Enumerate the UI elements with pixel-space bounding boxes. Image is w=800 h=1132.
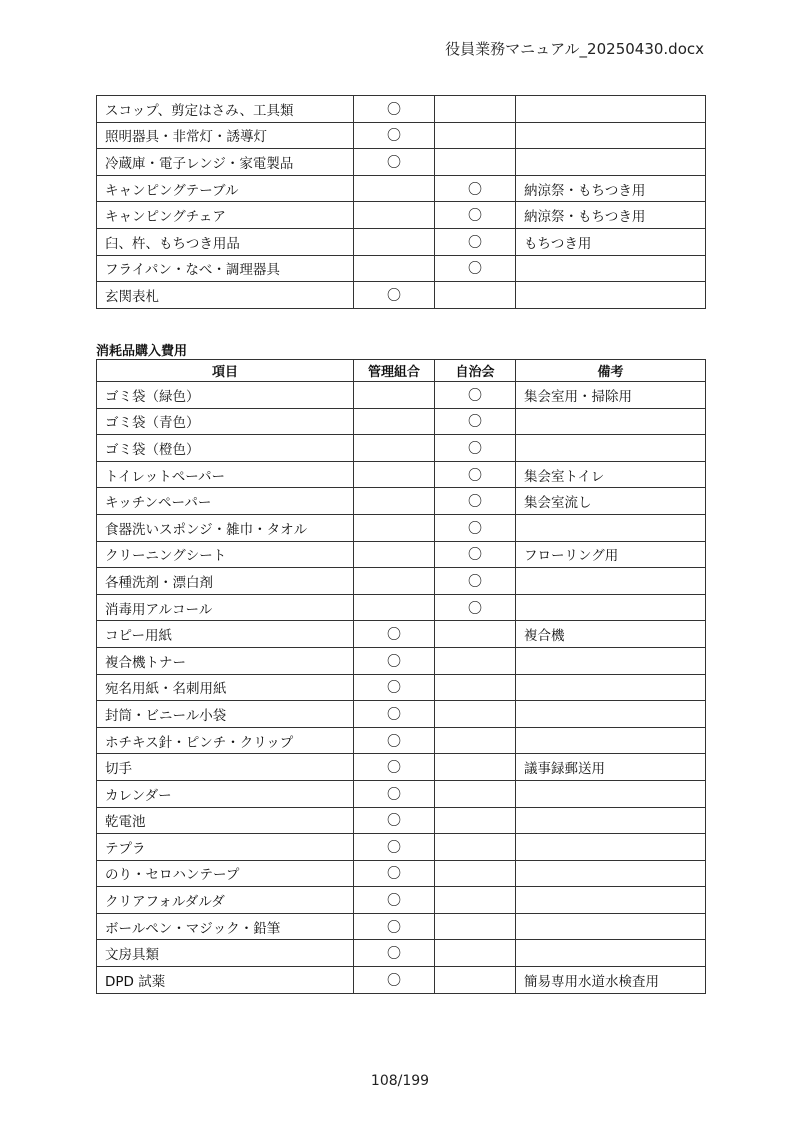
cell-kanri-mark [354,382,435,409]
cell-item: ゴミ袋（橙色） [97,435,354,462]
cell-jichi-mark [435,122,516,149]
cell-note: フローリング用 [516,541,706,568]
cell-note [516,701,706,728]
table-row [97,887,706,914]
cell-jichi-mark [435,727,516,754]
cell-jichi-mark: 〇 [435,541,516,568]
table-row [97,807,706,834]
cell-kanri-mark [354,461,435,488]
cell-item: カレンダー [97,780,354,807]
cell-jichi-mark: 〇 [435,594,516,621]
table-row [97,541,706,568]
cell-kanri-mark [354,228,435,255]
cell-note [516,727,706,754]
page-number: 108/199 [370,1073,430,1089]
cell-note [516,514,706,541]
cell-item: 切手 [97,754,354,781]
consumables-table [96,359,706,994]
table-row [97,175,706,202]
cell-kanri-mark: 〇 [354,674,435,701]
cell-note [516,408,706,435]
cell-note [516,255,706,282]
cell-jichi-mark: 〇 [435,382,516,409]
cell-item: 冷蔵庫・電子レンジ・家電製品 [97,149,354,176]
cell-jichi-mark [435,674,516,701]
cell-jichi-mark [435,967,516,994]
cell-item: ゴミ袋（緑色） [97,382,354,409]
cell-note [516,282,706,309]
cell-jichi-mark: 〇 [435,175,516,202]
cell-note [516,780,706,807]
cell-kanri-mark [354,541,435,568]
cell-item: 照明器具・非常灯・誘導灯 [97,122,354,149]
cell-item: クリーニングシート [97,541,354,568]
cell-item: 乾電池 [97,807,354,834]
table-row [97,96,706,123]
cell-item: DPD 試薬 [97,967,354,994]
cell-item: 臼、杵、もちつき用品 [97,228,354,255]
cell-kanri-mark: 〇 [354,282,435,309]
cell-note: 集会室用・掃除用 [516,382,706,409]
cell-note: 納涼祭・もちつき用 [516,202,706,229]
section-title: 消耗品購入費用 [96,344,188,359]
cell-jichi-mark [435,149,516,176]
header-note: 備考 [516,360,706,382]
cell-item: トイレットペーパー [97,461,354,488]
cell-kanri-mark [354,202,435,229]
cell-note [516,435,706,462]
cell-kanri-mark [354,408,435,435]
cell-kanri-mark: 〇 [354,96,435,123]
table-row [97,228,706,255]
cell-kanri-mark: 〇 [354,122,435,149]
cell-note: もちつき用 [516,228,706,255]
cell-item: のり・セロハンテープ [97,860,354,887]
cell-kanri-mark: 〇 [354,834,435,861]
cell-note: 集会室トイレ [516,461,706,488]
document-filename: 役員業務マニュアル_20250430.docx [445,40,704,58]
cell-jichi-mark [435,834,516,861]
cell-item: クリアフォルダルダ [97,887,354,914]
cell-jichi-mark: 〇 [435,202,516,229]
table-row [97,408,706,435]
cell-note [516,96,706,123]
cell-note [516,674,706,701]
cell-item: 複合機トナー [97,647,354,674]
table-row [97,727,706,754]
cell-item: ゴミ袋（青色） [97,408,354,435]
cell-note [516,940,706,967]
cell-jichi-mark [435,701,516,728]
table-row [97,780,706,807]
table-row [97,701,706,728]
cell-kanri-mark: 〇 [354,621,435,648]
cell-note [516,807,706,834]
cell-jichi-mark: 〇 [435,408,516,435]
table-row [97,940,706,967]
cell-item: コピー用紙 [97,621,354,648]
table-row [97,568,706,595]
table-row [97,913,706,940]
table-row [97,382,706,409]
table-row [97,621,706,648]
cell-note [516,834,706,861]
cell-kanri-mark: 〇 [354,727,435,754]
table-header-row [97,360,706,382]
table-row [97,255,706,282]
cell-item: フライパン・なべ・調理器具 [97,255,354,282]
cell-jichi-mark [435,940,516,967]
cell-note: 納涼祭・もちつき用 [516,175,706,202]
cell-item: 食器洗いスポンジ・雑巾・タオル [97,514,354,541]
cell-kanri-mark: 〇 [354,754,435,781]
table-row [97,674,706,701]
cell-jichi-mark [435,860,516,887]
cell-kanri-mark: 〇 [354,647,435,674]
table-row [97,461,706,488]
cell-kanri-mark [354,488,435,515]
cell-item: 玄関表札 [97,282,354,309]
cell-item: ホチキス針・ピンチ・クリップ [97,727,354,754]
cell-kanri-mark: 〇 [354,807,435,834]
cell-jichi-mark: 〇 [435,514,516,541]
cell-note [516,594,706,621]
cell-kanri-mark: 〇 [354,780,435,807]
cell-jichi-mark [435,807,516,834]
table-row [97,754,706,781]
cell-jichi-mark [435,647,516,674]
table-row [97,202,706,229]
cell-kanri-mark: 〇 [354,149,435,176]
cell-item: キャンピングチェア [97,202,354,229]
cell-item: ボールペン・マジック・鉛筆 [97,913,354,940]
table-row [97,647,706,674]
cell-kanri-mark: 〇 [354,701,435,728]
cell-item: 封筒・ビニール小袋 [97,701,354,728]
cell-item: 文房具類 [97,940,354,967]
table-row [97,594,706,621]
cell-kanri-mark [354,568,435,595]
cell-jichi-mark: 〇 [435,255,516,282]
cell-jichi-mark: 〇 [435,461,516,488]
cell-note: 複合機 [516,621,706,648]
cell-note [516,568,706,595]
table-row [97,860,706,887]
table-row [97,514,706,541]
header-kanri: 管理組合 [354,360,435,382]
cell-kanri-mark [354,255,435,282]
cell-jichi-mark [435,913,516,940]
equipment-table-body [97,96,706,309]
cell-jichi-mark [435,96,516,123]
table-row [97,834,706,861]
cell-note [516,647,706,674]
cell-kanri-mark [354,514,435,541]
cell-jichi-mark: 〇 [435,228,516,255]
cell-jichi-mark: 〇 [435,435,516,462]
cell-kanri-mark: 〇 [354,940,435,967]
cell-note: 議事録郵送用 [516,754,706,781]
cell-kanri-mark: 〇 [354,967,435,994]
table-row [97,122,706,149]
cell-kanri-mark: 〇 [354,913,435,940]
cell-jichi-mark [435,754,516,781]
table-row [97,435,706,462]
cell-note [516,913,706,940]
cell-kanri-mark [354,594,435,621]
table-row [97,282,706,309]
cell-jichi-mark: 〇 [435,568,516,595]
cell-jichi-mark [435,780,516,807]
cell-jichi-mark [435,887,516,914]
cell-note [516,860,706,887]
cell-item: キャンピングテーブル [97,175,354,202]
cell-note [516,887,706,914]
cell-item: 消毒用アルコール [97,594,354,621]
cell-jichi-mark: 〇 [435,488,516,515]
equipment-table [96,95,706,309]
cell-item: キッチンペーパー [97,488,354,515]
cell-note [516,149,706,176]
cell-kanri-mark [354,435,435,462]
table-row [97,967,706,994]
cell-note: 集会室流し [516,488,706,515]
cell-note: 簡易専用水道水検査用 [516,967,706,994]
cell-kanri-mark [354,175,435,202]
cell-item: テプラ [97,834,354,861]
cell-note [516,122,706,149]
table-row [97,149,706,176]
cell-kanri-mark: 〇 [354,887,435,914]
table-row [97,488,706,515]
cell-jichi-mark [435,282,516,309]
header-jichi: 自治会 [435,360,516,382]
cell-item: 各種洗剤・漂白剤 [97,568,354,595]
cell-jichi-mark [435,621,516,648]
cell-kanri-mark: 〇 [354,860,435,887]
header-item: 項目 [97,360,354,382]
cell-item: 宛名用紙・名刺用紙 [97,674,354,701]
cell-item: スコップ、剪定はさみ、工具類 [97,96,354,123]
consumables-table-body [97,382,706,994]
